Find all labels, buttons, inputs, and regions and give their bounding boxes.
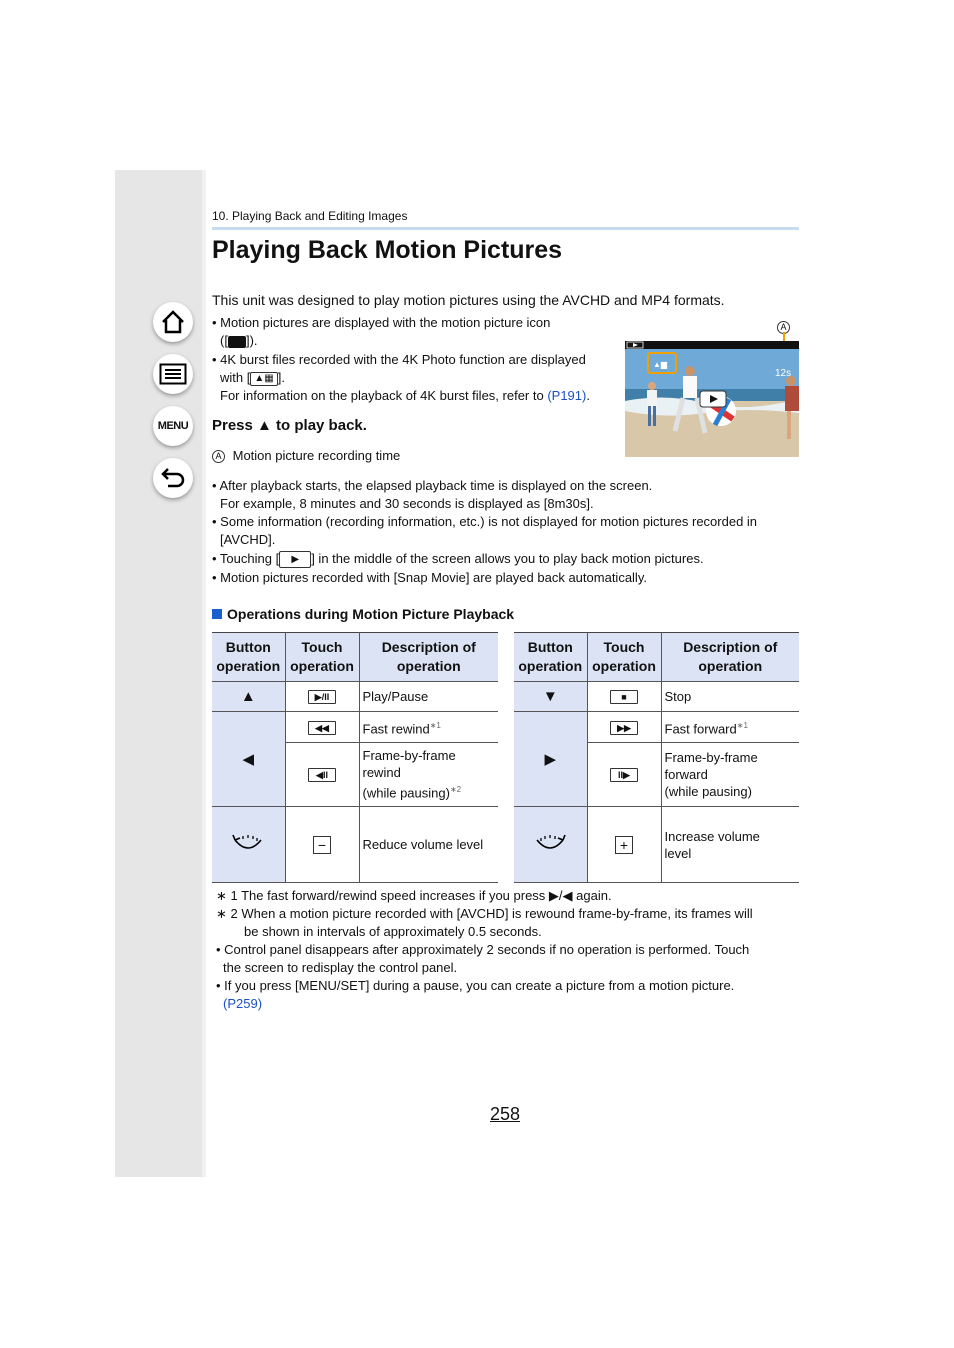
section-heading — [212, 606, 514, 622]
op-desc: Play/Pause — [359, 682, 498, 712]
op-desc: Fast forward$^{∗1}$ — [661, 712, 799, 743]
section-heading-text: Operations during Motion Picture Playback — [227, 606, 515, 622]
down-button[interactable]: ▼ — [514, 682, 587, 712]
fast-forward-icon[interactable]: ▶▶ — [610, 721, 638, 735]
header-rule — [212, 227, 799, 230]
stop-icon[interactable]: ■ — [610, 690, 638, 704]
play-touch-icon: ▶ — [279, 551, 311, 568]
home-button[interactable] — [153, 302, 193, 342]
frame-rewind-icon[interactable]: ◀II — [308, 768, 336, 782]
motion-picture-icon — [228, 336, 246, 348]
4k-burst-icon: ▲▦ — [250, 372, 277, 386]
table-row — [212, 807, 498, 883]
control-dial-left[interactable] — [212, 807, 285, 883]
press-step: Press ▲ to play back. — [212, 417, 367, 434]
footnotes — [216, 887, 801, 1013]
callout-a — [212, 447, 400, 465]
note-control-panel: • Control panel disappears after approximately 2 seconds if no operation is performed. Touch — [216, 942, 750, 957]
note-menu-set: • If you press [MENU/SET] during a pause, you can create a picture from a motion picture. — [216, 978, 735, 993]
table-row — [514, 682, 799, 712]
header-touch: Touch operation — [285, 633, 359, 682]
link-p259[interactable]: (P259) — [223, 996, 263, 1011]
breadcrumb: 10. Playing Back and Editing Images — [212, 209, 408, 223]
beach-photo-image — [625, 341, 799, 457]
bullet-text: For example, 8 minutes and 30 seconds is displayed as [8m30s]. — [220, 496, 594, 511]
intro-text: This unit was designed to play motion pictures using the AVCHD and MP4 formats. — [212, 292, 725, 308]
menu-button[interactable] — [153, 406, 193, 446]
operations-table-right — [514, 632, 799, 883]
footnote-1: ∗ 1 The fast forward/rewind speed increases if you press ▶/◀ again. — [216, 888, 612, 903]
left-button[interactable]: ◀ — [212, 712, 285, 807]
list-icon — [159, 363, 187, 385]
play-pause-icon[interactable]: ▶/II — [308, 690, 336, 704]
bullet-4k — [212, 351, 590, 405]
note-control-panel-cont: the screen to redisplay the control panel. — [223, 960, 458, 975]
op-desc: Frame-by-frame forward (while pausing) — [661, 743, 799, 807]
photo-marker-letter: A — [777, 321, 790, 334]
page-number: 258 — [490, 1104, 521, 1124]
frame-forward-icon[interactable]: II▶ — [610, 768, 638, 782]
bullet-text: For information on the playback of 4K burst files, refer to — [220, 388, 548, 403]
playback-screenshot — [625, 341, 799, 457]
header-touch: Touch operation — [587, 633, 661, 682]
right-button[interactable]: ▶ — [514, 712, 587, 807]
menu-label: MENU — [157, 420, 189, 432]
svg-text:▲▆: ▲▆ — [653, 360, 668, 369]
bullet-text: ] in the middle of the screen allows you to play back motion pictures. — [311, 551, 704, 566]
home-icon — [160, 309, 186, 335]
table-row — [212, 682, 498, 712]
fast-rewind-icon[interactable]: ◀◀ — [308, 721, 336, 735]
op-desc: Fast rewind$^{∗1}$ — [359, 712, 498, 743]
sidebar-edge — [202, 170, 206, 1177]
table-row — [514, 807, 799, 883]
op-desc: Frame-by-frame rewind (while pausing)$^{∗2}$ — [359, 743, 498, 807]
header-button: Button operation — [212, 633, 285, 682]
dial-rotate-left-icon — [231, 832, 265, 854]
header-description: Description of operation — [359, 633, 498, 682]
footnote-2: ∗ 2 When a motion picture recorded with [AVCHD] is rewound frame-by-frame, its frames will — [216, 906, 753, 921]
bullet-motion-icon — [212, 314, 550, 350]
op-desc: Reduce volume level — [359, 807, 498, 883]
bullet-text: • Motion pictures are displayed with the motion picture icon — [212, 315, 551, 330]
link-p191[interactable]: (P191) — [547, 388, 587, 403]
bullet-text: ([ — [220, 333, 228, 348]
volume-up-icon[interactable]: + — [615, 836, 633, 854]
callout-letter: A — [212, 450, 225, 463]
contents-button[interactable] — [153, 354, 193, 394]
control-dial-right[interactable] — [514, 807, 587, 883]
header-button: Button operation — [514, 633, 587, 682]
bullet-text: • 4K burst files recorded with the 4K Photo function are displayed — [212, 352, 586, 367]
bullet-text: • Some information (recording information, etc.) is not displayed for motion pictures recorded in — [212, 514, 758, 529]
volume-down-icon[interactable]: − — [313, 836, 331, 854]
footnote-2-cont: be shown in intervals of approximately 0.5 seconds. — [244, 924, 542, 939]
bullet-text: . — [586, 388, 590, 403]
bullet-text: [AVCHD]. — [220, 532, 276, 547]
bullet-text: ]. — [277, 370, 285, 385]
square-bullet-icon — [212, 609, 222, 619]
bullet-text: • Motion pictures recorded with [Snap Movie] are played back automatically. — [212, 570, 647, 586]
up-button[interactable]: ▲ — [212, 682, 285, 712]
op-desc: Stop — [661, 682, 799, 712]
operations-table-left — [212, 632, 498, 883]
table-row — [514, 712, 799, 743]
bullet-text: • After playback starts, the elapsed playback time is displayed on the screen. — [212, 478, 653, 493]
op-desc: Increase volume level — [661, 807, 799, 883]
bullet-text: ]). — [245, 333, 258, 348]
bullet-text: • Touching [ — [212, 551, 280, 566]
callout-text: Motion picture recording time — [232, 448, 401, 463]
dial-rotate-right-icon — [533, 832, 567, 854]
back-arrow-icon — [160, 466, 186, 490]
header-description: Description of operation — [661, 633, 799, 682]
bullet-text: with [ — [220, 370, 251, 385]
recording-time: 12s — [775, 368, 792, 379]
page-title: Playing Back Motion Pictures — [212, 236, 563, 264]
back-button[interactable] — [153, 458, 193, 498]
mid-bullets — [212, 477, 802, 587]
table-row — [212, 712, 498, 743]
